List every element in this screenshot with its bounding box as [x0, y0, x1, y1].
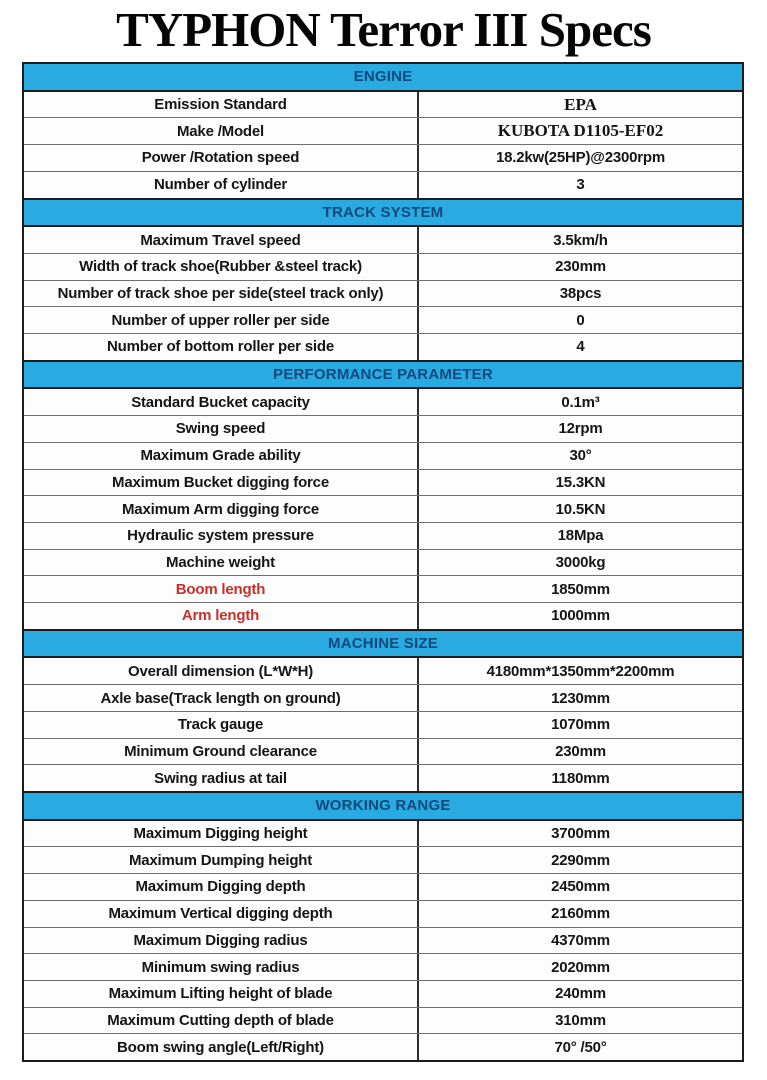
spec-label: Maximum Digging height	[24, 821, 419, 847]
spec-row	[24, 980, 742, 1007]
spec-label: Maximum Digging radius	[24, 928, 419, 954]
spec-row	[24, 821, 742, 847]
spec-label: Arm length	[24, 603, 419, 629]
spec-row	[24, 389, 742, 415]
spec-row	[24, 602, 742, 629]
spec-label: Overall dimension (L*W*H)	[24, 658, 419, 684]
spec-value: 2020mm	[551, 958, 610, 976]
spec-label: Axle base(Track length on ground)	[24, 685, 419, 711]
spec-row	[24, 927, 742, 954]
spec-value: 1850mm	[551, 580, 610, 598]
spec-row	[24, 469, 742, 496]
spec-row	[24, 575, 742, 602]
spec-value: 240mm	[555, 985, 606, 1003]
spec-label: Swing speed	[24, 416, 419, 442]
spec-label: Number of cylinder	[24, 172, 419, 198]
spec-value: EPA	[564, 94, 597, 114]
spec-row	[24, 227, 742, 253]
spec-row	[24, 333, 742, 360]
spec-label: Number of upper roller per side	[24, 307, 419, 333]
spec-value: 38pcs	[559, 284, 602, 302]
spec-label: Maximum Bucket digging force	[24, 470, 419, 496]
spec-value: 18.2kw(25HP)@2300rpm	[495, 149, 666, 167]
spec-value: 12rpm	[558, 420, 603, 438]
spec-value: 230mm	[555, 258, 606, 276]
spec-value: 3	[576, 176, 585, 194]
section-header: PERFORMANCE PARAMETER	[24, 360, 742, 390]
spec-label: Emission Standard	[24, 92, 419, 118]
spec-value: 70° /50°	[554, 1038, 607, 1056]
section-header: TRACK SYSTEM	[24, 198, 742, 228]
spec-row	[24, 873, 742, 900]
spec-value: 0.1m³	[561, 393, 600, 411]
spec-label: Maximum Digging depth	[24, 874, 419, 900]
spec-label: Boom length	[24, 576, 419, 602]
spec-row	[24, 658, 742, 684]
spec-row	[24, 1033, 742, 1060]
spec-value: 4370mm	[551, 931, 610, 949]
spec-value: 15.3KN	[555, 473, 606, 491]
spec-label: Minimum Ground clearance	[24, 739, 419, 765]
spec-row	[24, 684, 742, 711]
spec-row	[24, 764, 742, 791]
spec-row	[24, 144, 742, 171]
spec-value: 1230mm	[551, 689, 610, 707]
spec-row	[24, 253, 742, 280]
spec-row	[24, 306, 742, 333]
spec-value: 4	[576, 338, 585, 356]
spec-value: 310mm	[555, 1011, 606, 1029]
spec-value: 1070mm	[551, 716, 610, 734]
spec-table	[22, 62, 744, 1062]
spec-row	[24, 738, 742, 765]
section-header: WORKING RANGE	[24, 791, 742, 821]
spec-label: Make /Model	[24, 118, 419, 144]
spec-label: Maximum Vertical digging depth	[24, 901, 419, 927]
spec-value: 0	[576, 311, 585, 329]
spec-label: Swing radius at tail	[24, 765, 419, 791]
spec-label: Number of bottom roller per side	[24, 334, 419, 360]
spec-value: 3.5km/h	[553, 231, 608, 249]
spec-row	[24, 711, 742, 738]
spec-row	[24, 442, 742, 469]
spec-row	[24, 280, 742, 307]
spec-row	[24, 900, 742, 927]
spec-row	[24, 117, 742, 144]
page-title: TYPHON Terror III Specs	[116, 2, 651, 57]
spec-value: 3700mm	[551, 825, 610, 843]
spec-value: 2450mm	[551, 878, 610, 896]
spec-label: Number of track shoe per side(steel track only)	[24, 281, 419, 307]
spec-label: Track gauge	[24, 712, 419, 738]
spec-label: Maximum Grade ability	[24, 443, 419, 469]
spec-row	[24, 1007, 742, 1034]
spec-label: Minimum swing radius	[24, 954, 419, 980]
spec-row	[24, 415, 742, 442]
spec-row	[24, 92, 742, 118]
spec-value: 2290mm	[551, 851, 610, 869]
spec-value: 1000mm	[551, 607, 610, 625]
spec-value: 30°	[569, 447, 592, 465]
spec-row	[24, 549, 742, 576]
spec-row	[24, 846, 742, 873]
spec-label: Width of track shoe(Rubber &steel track)	[24, 254, 419, 280]
spec-label: Maximum Dumping height	[24, 847, 419, 873]
spec-value: 10.5KN	[555, 500, 606, 518]
spec-value: 4180mm*1350mm*2200mm	[486, 662, 675, 680]
spec-label: Machine weight	[24, 550, 419, 576]
spec-label: Maximum Cutting depth of blade	[24, 1008, 419, 1034]
spec-row	[24, 171, 742, 198]
section-header: MACHINE SIZE	[24, 629, 742, 659]
spec-label: Maximum Lifting height of blade	[24, 981, 419, 1007]
spec-value: KUBOTA D1105-EF02	[497, 121, 664, 141]
spec-label: Maximum Arm digging force	[24, 496, 419, 522]
spec-row	[24, 953, 742, 980]
spec-value: 3000kg	[555, 554, 606, 571]
spec-label: Hydraulic system pressure	[24, 523, 419, 549]
spec-label: Standard Bucket capacity	[24, 389, 419, 415]
spec-label: Maximum Travel speed	[24, 227, 419, 253]
spec-value: 18Mpa	[557, 527, 604, 545]
spec-value: 1180mm	[551, 769, 610, 787]
spec-label: Boom swing angle(Left/Right)	[24, 1034, 419, 1060]
section-header: ENGINE	[24, 64, 742, 92]
spec-row	[24, 495, 742, 522]
spec-row	[24, 522, 742, 549]
spec-label: Power /Rotation speed	[24, 145, 419, 171]
spec-value: 230mm	[555, 742, 606, 760]
spec-value: 2160mm	[551, 905, 610, 923]
